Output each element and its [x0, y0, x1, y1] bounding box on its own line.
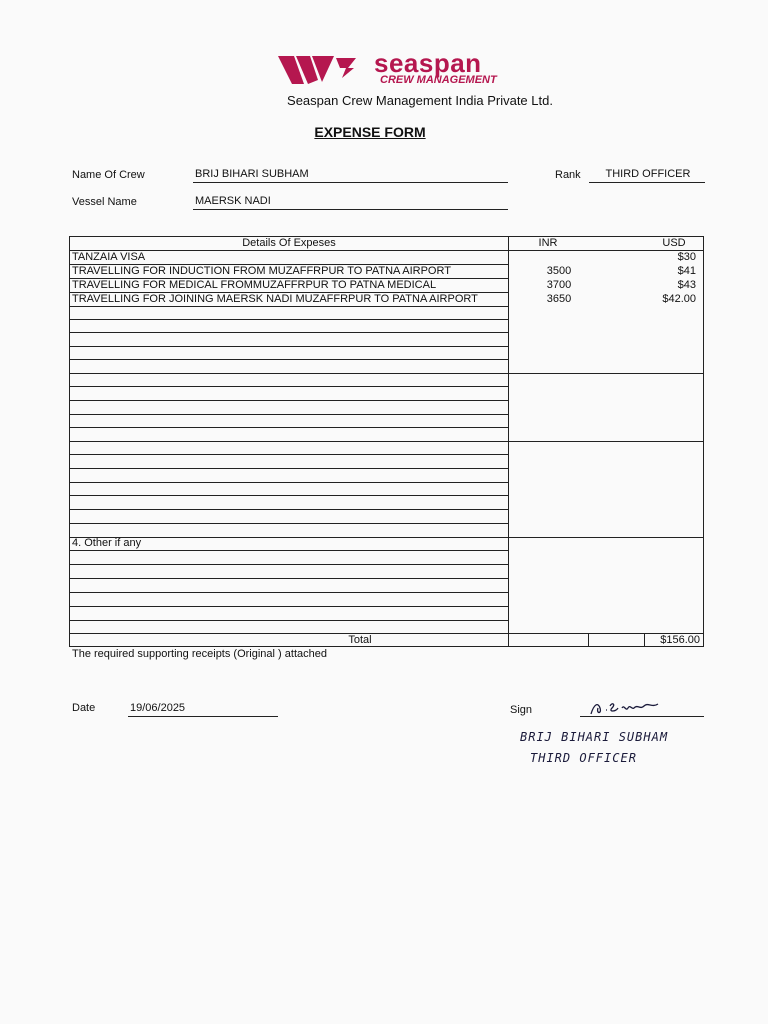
header-details: Details Of Expeses [242, 237, 336, 249]
row-usd: $41 [677, 265, 696, 277]
crew-name-label: Name Of Crew [72, 169, 145, 181]
header-inr: INR [538, 237, 558, 249]
form-title: EXPENSE FORM [314, 124, 426, 140]
company-name: Seaspan Crew Management India Private Ltd. [287, 93, 553, 108]
row-line [70, 495, 508, 496]
row-line [70, 564, 508, 565]
row-details: TRAVELLING FOR MEDICAL FROMMUZAFFRPUR TO PATNA MEDICAL [72, 279, 437, 291]
row-line [70, 414, 508, 415]
logo-tagline: CREW MANAGEMENT [380, 74, 497, 86]
row-line [70, 319, 508, 320]
section-line [70, 441, 704, 442]
section-line [70, 537, 704, 538]
crew-name-value: BRIJ BIHARI SUBHAM [193, 168, 508, 183]
total-label: Total [348, 634, 372, 646]
row-line [70, 250, 704, 251]
row-line [70, 306, 508, 307]
row-line [70, 400, 508, 401]
rank-value: THIRD OFFICER [589, 168, 705, 183]
sign-label: Sign [510, 704, 533, 716]
row-line [70, 578, 508, 579]
signature-rank: THIRD OFFICER [530, 751, 637, 765]
rank-label: Rank [555, 169, 581, 181]
receipts-note: The required supporting receipts (Original ) attached [72, 648, 327, 660]
row-usd: $30 [677, 251, 696, 263]
row-line [70, 606, 508, 607]
signature-scribble-icon [588, 696, 668, 718]
seaspan-logo [278, 48, 528, 88]
row-line [70, 592, 508, 593]
signature-name: BRIJ BIHARI SUBHAM [520, 730, 669, 744]
header-usd: USD [662, 237, 686, 249]
row-details: TANZAIA VISA [72, 251, 146, 263]
row-line [70, 427, 508, 428]
row-usd: $42.00 [662, 293, 696, 305]
row-line [70, 509, 508, 510]
row-inr: 3500 [546, 265, 572, 277]
row-inr: 3650 [546, 293, 572, 305]
row-line [70, 620, 508, 621]
row-line [70, 346, 508, 347]
other-label: 4. Other if any [72, 537, 142, 549]
row-line [70, 359, 508, 360]
date-value: 19/06/2025 [128, 702, 278, 717]
row-inr: 3700 [546, 279, 572, 291]
date-label: Date [72, 702, 96, 714]
vessel-name-label: Vessel Name [72, 196, 137, 208]
row-details: TRAVELLING FOR JOINING MAERSK NADI MUZAFFRPUR TO PATNA AIRPORT [72, 293, 478, 305]
row-line [70, 550, 508, 551]
row-details: TRAVELLING FOR INDUCTION FROM MUZAFFRPUR TO PATNA AIRPORT [72, 265, 451, 277]
row-line [70, 332, 508, 333]
seaspan-logo-icon [278, 54, 368, 88]
row-line [70, 482, 508, 483]
row-line [70, 523, 508, 524]
row-usd: $43 [677, 279, 696, 291]
logo-brand-text: seaspan [374, 48, 482, 78]
total-usd: $156.00 [660, 634, 700, 646]
expense-table [69, 236, 704, 647]
row-line [70, 454, 508, 455]
row-line [70, 468, 508, 469]
row-line [70, 386, 508, 387]
vessel-name-value: MAERSK NADI [193, 195, 508, 210]
section-line [70, 373, 704, 374]
